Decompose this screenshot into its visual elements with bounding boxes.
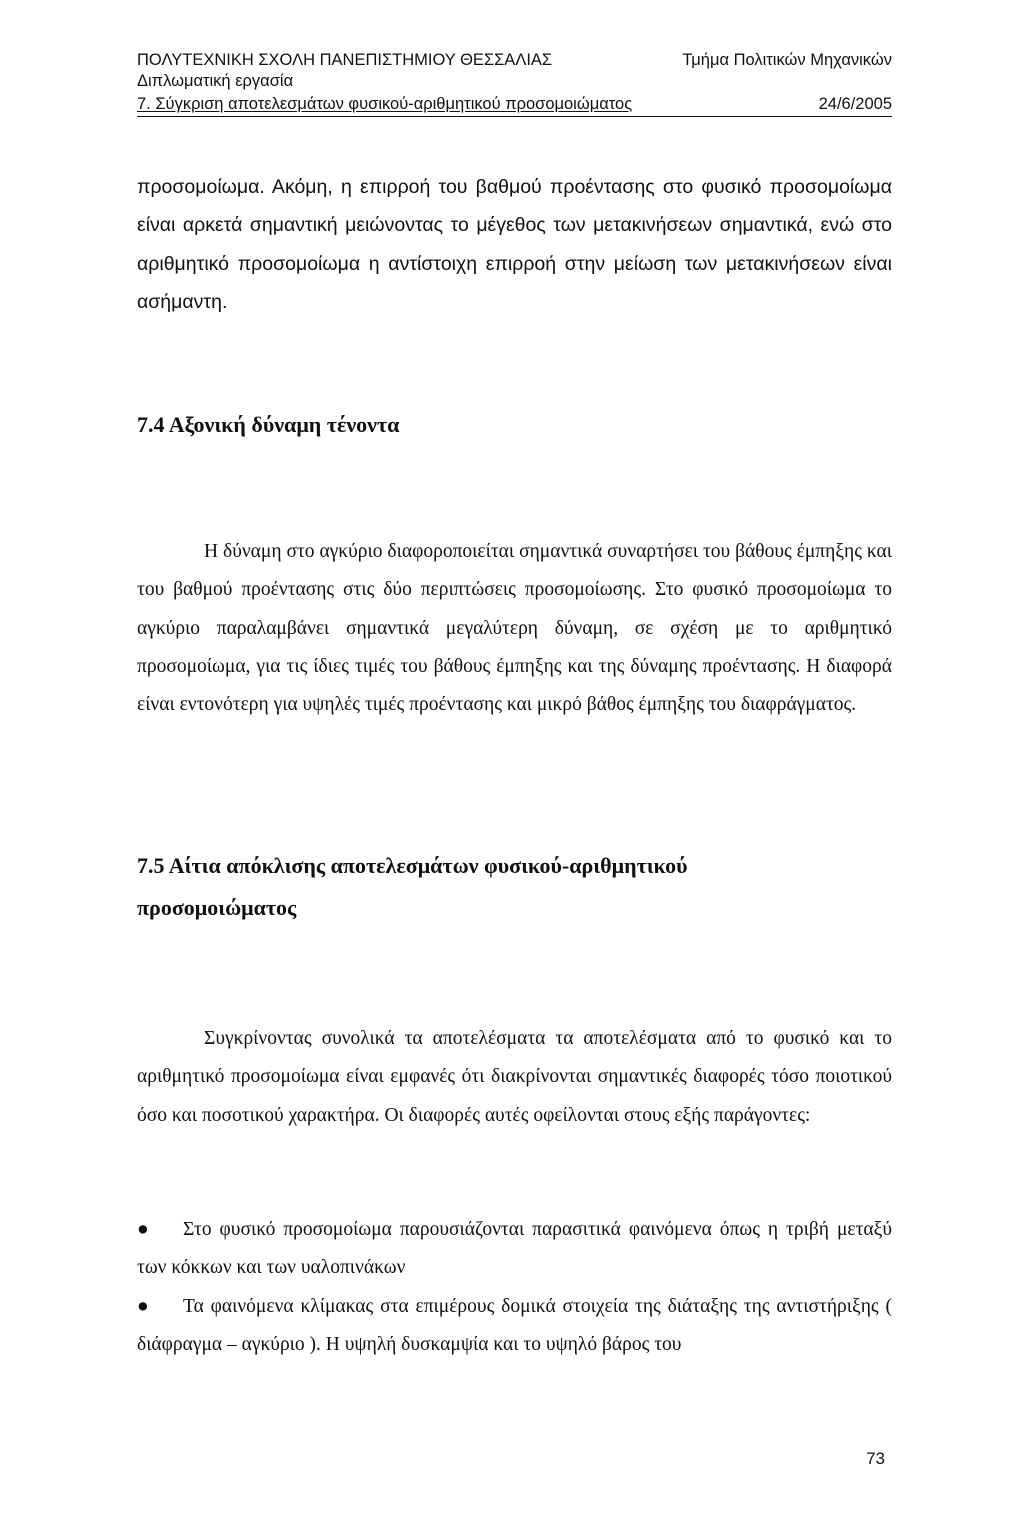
section-7-5-heading-line-2: προσομοιώματος xyxy=(137,895,297,920)
header-chapter: 7. Σύγκριση αποτελεσμάτων φυσικού-αριθμητικού προσομοιώματος xyxy=(137,95,633,113)
list-item xyxy=(137,1288,892,1365)
intro-block xyxy=(137,168,892,321)
header-line-1 xyxy=(137,50,892,70)
factor-list xyxy=(137,1211,892,1364)
header-institution: ΠΟΛΥΤΕΧΝΙΚΗ ΣΧΟΛΗ ΠΑΝΕΠΙΣΤΗΜΙΟΥ ΘΕΣΣΑΛΙΑΣ xyxy=(137,51,553,69)
header-date: 24/6/2005 xyxy=(818,95,892,113)
bullet-icon: ● xyxy=(137,1219,149,1240)
section-7-4-body xyxy=(137,533,892,724)
header-line-3 xyxy=(137,94,892,114)
section-7-5-heading-line-1: 7.5 Αίτια απόκλισης αποτελεσμάτων φυσικού-αριθμητικού xyxy=(137,853,688,878)
header-line-2 xyxy=(137,71,892,91)
section-7-5-body xyxy=(137,1020,892,1135)
section-7-5-heading-block xyxy=(137,845,892,929)
intro-paragraph: προσομοίωμα. Ακόμη, η επιρροή του βαθμού προέντασης στο φυσικό προσομοίωμα είναι αρκετά σημαντική μειώνοντας το μέγεθος των μετακινήσεων σημαντικά, ενώ στο αριθμητικό προσομοίωμα η αντίστοιχη επιρροή στην μείωση των μετακινήσεων είναι ασήμαντη. xyxy=(137,176,892,313)
section-7-4-heading-block xyxy=(137,404,892,446)
page-number: 73 xyxy=(866,1449,885,1468)
header-doc-type: Διπλωματική εργασία xyxy=(137,72,294,90)
list-item-text: Τα φαινόμενα κλίμακας στα επιμέρους δομικά στοιχεία της διάταξης της αντιστήριξης ( διάφραγμα – αγκύριο ). Η υψηλή δυσκαμψία και το υψηλό βάρος του xyxy=(137,1295,892,1355)
list-item-text: Στο φυσικό προσομοίωμα παρουσιάζονται παρασιτικά φαινόμενα όπως η τριβή μεταξύ των κόκκων και των υαλοπινάκων xyxy=(137,1219,892,1279)
header-department: Τμήμα Πολιτικών Μηχανικών xyxy=(682,51,892,69)
bullet-icon: ● xyxy=(137,1295,149,1317)
list-item xyxy=(137,1211,892,1288)
section-7-4-paragraph: Η δύναμη στο αγκύριο διαφοροποιείται σημαντικά συναρτήσει του βάθους έμπηξης και του βαθμού προέντασης στις δύο περιπτώσεις προσομοίωσης. Στο φυσικό προσομοίωμα το αγκύριο παραλαμβάνει σημαντικά μεγαλύτερη δύναμη, σε σχέση με το αριθμητικό προσομοίωμα, για τις ίδιες τιμές του βάθους έμπηξης και της δύναμης προέντασης. Η διαφορά είναι εντονότερη για υψηλές τιμές προέντασης και μικρό βάθος έμπηξης του διαφράγματος. xyxy=(137,541,892,716)
section-7-4-heading: 7.4 Αξονική δύναμη τένοντα xyxy=(137,412,400,437)
header-rule xyxy=(137,116,892,117)
section-7-5-paragraph: Συγκρίνοντας συνολικά τα αποτελέσματα τα αποτελέσματα από το φυσικό και το αριθμητικό προσομοίωμα είναι εμφανές ότι διακρίνονται σημαντικές διαφορές τόσο ποιοτικού όσο και ποσοτικού χαρακτήρα. Οι διαφορές αυτές οφείλονται στους εξής παράγοντες: xyxy=(137,1028,892,1126)
